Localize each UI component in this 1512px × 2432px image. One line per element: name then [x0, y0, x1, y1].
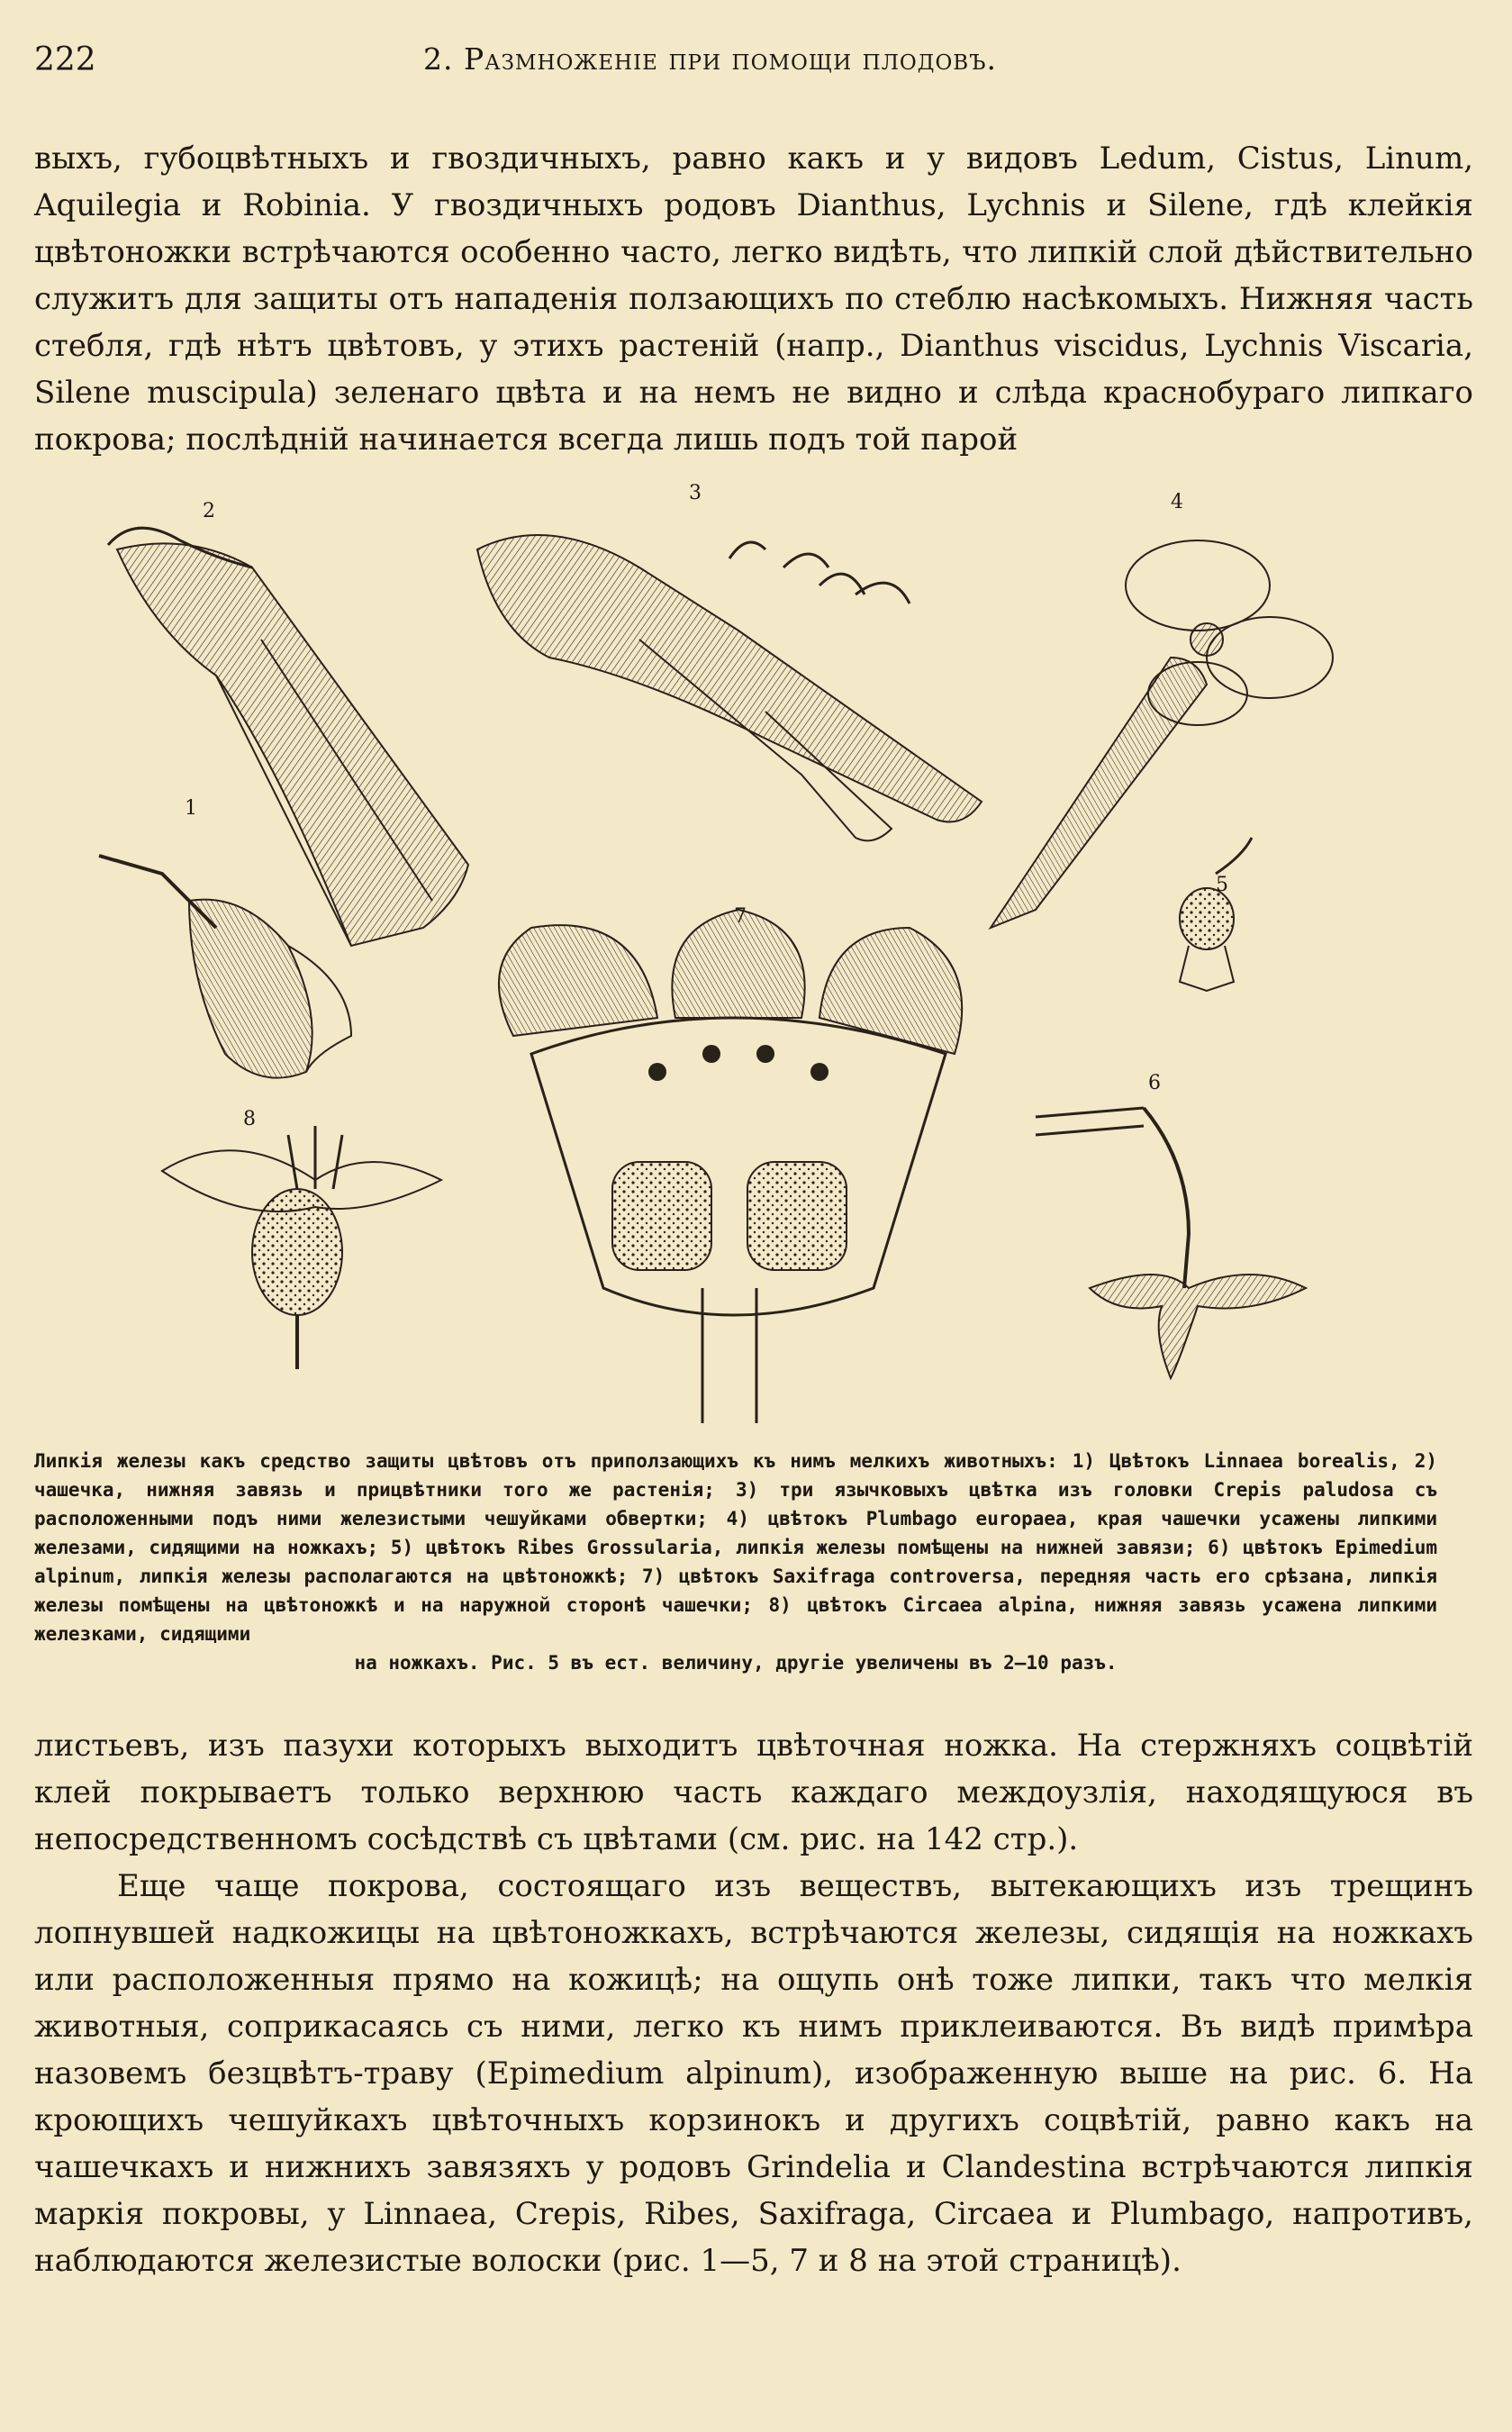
fig-8-circaea-flower — [162, 1126, 441, 1369]
paragraph-indented: Еще чаще покрова, состоящаго изъ веществъ, вытекающихъ изъ трещинъ лопнувшей надкожицы на цвѣтоножкахъ, встрѣчаются железы, сидящія на ножкахъ или расположенныя прямо на кожицѣ; на ощупь онѣ тоже липки, такъ что мелкія животныя, соприкасаясь съ ними, легко къ нимъ приклеиваются. Въ видѣ примѣра назовемъ безцвѣтъ-траву (Epimedium alpinum), изображенную выше на рис. 6. На кроющихъ чешуйкахъ цвѣточныхъ корзинокъ и другихъ соцвѣтій, равно какъ на чашечкахъ и нижнихъ завязяхъ у родовъ Grindelia и Clandestina встрѣчаются липкія маркія покровы, у Linnaea, Crepis, Ribes, Saxifraga, Circaea и Plumbago, напротивъ, наблюдаются железистые волоски (рис. 1—5, 7 и 8 на этой страницѣ). — [34, 1868, 1473, 2279]
figure-caption — [34, 1447, 1437, 1677]
fig-label-4: 4 — [1171, 491, 1183, 513]
paragraph-after-figure: листьевъ, изъ пазухи которыхъ выходитъ цвѣточная ножка. На стержняхъ соцвѣтій клей покрываетъ только верхнюю часть каждаго междоузлія, находящуюся въ непосредственномъ сосѣдствѣ съ цвѣтами (см. рис. на 142 стр.). — [34, 1728, 1473, 1857]
fig-3-crepis-florets — [477, 535, 982, 840]
figure-engraving — [81, 477, 1432, 1423]
fig-5-ribes-flower — [1180, 838, 1252, 991]
fig-7-saxifraga-flower — [499, 910, 962, 1423]
fig-6-epimedium-flower — [1036, 1108, 1306, 1378]
caption-last-line: на ножкахъ. Рис. 5 въ ест. величину, другіе увеличены въ 2—10 разъ. — [354, 1652, 1118, 1674]
fig-label-8: 8 — [243, 1108, 256, 1130]
fig-label-2: 2 — [203, 500, 215, 522]
running-title: 2. Размноженіе при помощи плодовъ. — [423, 41, 997, 77]
caption-body: Липкія железы какъ средство защиты цвѣтовъ отъ приползающихъ къ нимъ мелкихъ животныхъ: 1) Цвѣтокъ Linnaea borealis, 2) чашечка, нижняя завязь и прицвѣтники того же растенія; 3) три язычковыхъ цвѣтка изъ головки Crepis paludosa съ расположенными подъ ними железистыми чешуйками обвертки; 4) цвѣтокъ Plumbago europaea, края чашечки усажены липкими железами, сидящими на ножкахъ; 5) цвѣтокъ Ribes Grossularia, липкія железы помѣщены на нижней завязи; 6) цвѣтокъ Epimedium alpinum, липкія железы располагаются на цвѣтоножкѣ; 7) цвѣтокъ Saxifraga controversa, передняя часть его срѣзана, липкія железы помѣщены на цвѣтоножкѣ и на наружной сторонѣ чашечки; 8) цвѣтокъ Circaea alpina, нижняя завязь усажена липкими железками, сидящими — [34, 1450, 1437, 1645]
fig-label-1: 1 — [185, 797, 197, 820]
fig-label-6: 6 — [1148, 1072, 1161, 1094]
page-number: 222 — [34, 41, 96, 78]
fig-label-3: 3 — [689, 482, 702, 504]
fig-label-7: 7 — [734, 905, 747, 928]
fig-2-calyx — [108, 528, 468, 946]
botanical-figure — [81, 477, 1432, 1423]
paragraph-top: выхъ, губоцвѣтныхъ и гвоздичныхъ, равно какъ и у видовъ Ledum, Cistus, Linum, Aquilegia и Robinia. У гвоздичныхъ родовъ Dianthus, Lychnis и Silene, гдѣ клейкія цвѣтоножки встрѣчаются особенно часто, легко видѣть, что липкій слой дѣйствительно служитъ для защиты отъ нападенія ползающихъ по стеблю насѣкомыхъ. Нижняя часть стебля, гдѣ нѣтъ цвѣтовъ, у этихъ растеній (напр., Dianthus viscidus, Lychnis Viscaria, Silene muscipula) зеленаго цвѣта и на немъ не видно и слѣда краснобураго липкаго покрова; послѣдній начинается всегда лишь подъ той парой — [34, 141, 1473, 458]
fig-4-plumbago-flower — [991, 540, 1333, 928]
fig-label-5: 5 — [1216, 874, 1228, 896]
fig-1-linnaea-flower — [99, 856, 351, 1078]
